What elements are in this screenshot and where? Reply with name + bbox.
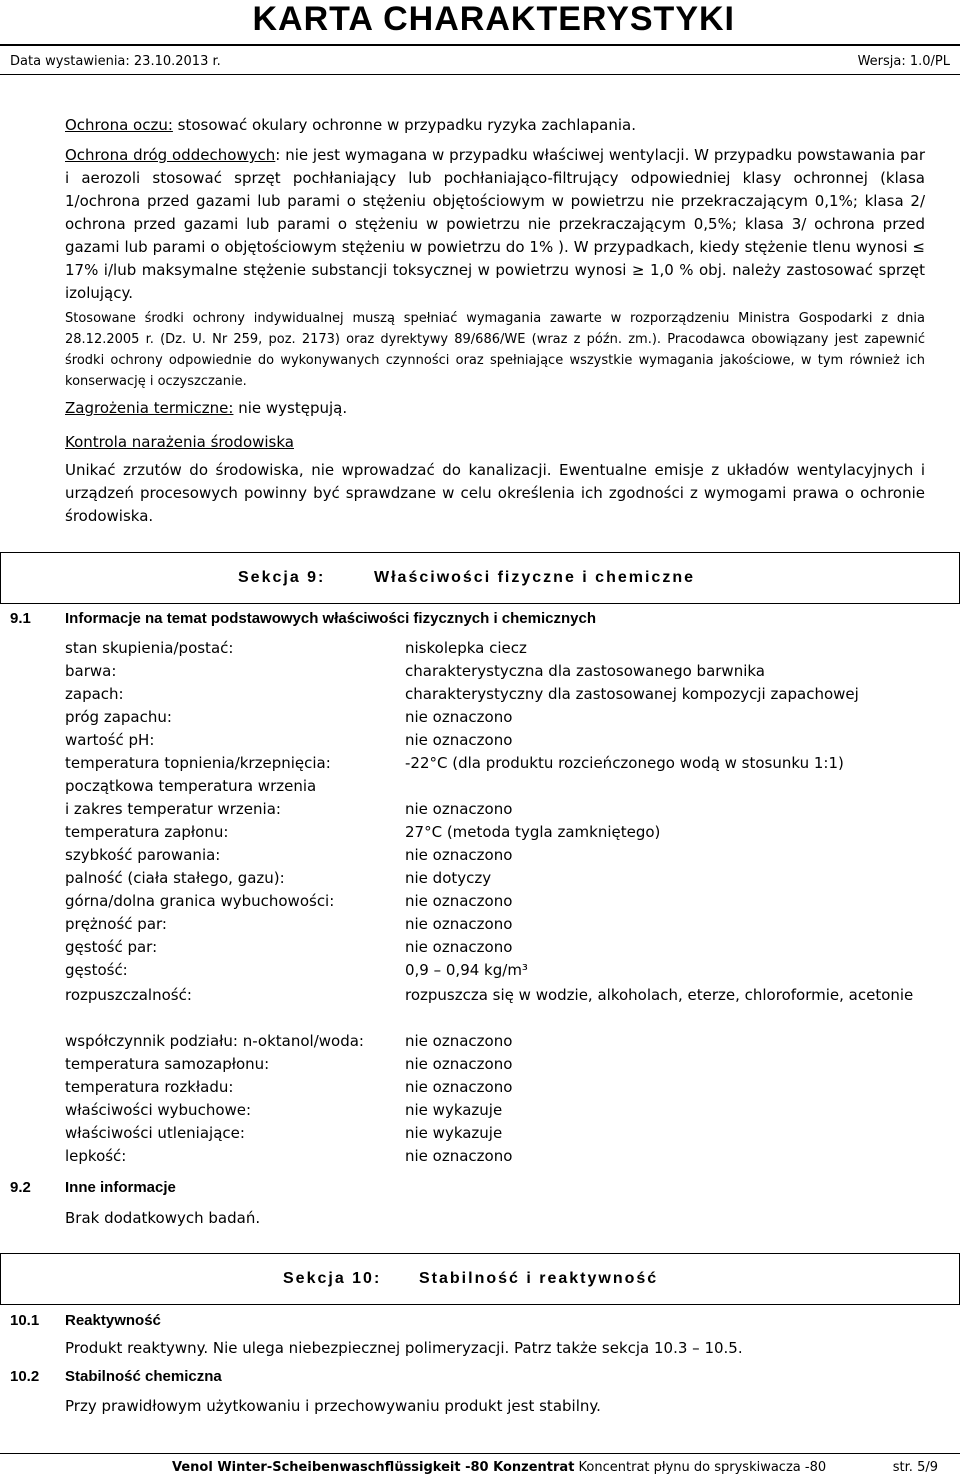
property-label: barwa: — [65, 662, 117, 680]
property-label: górna/dolna granica wybuchowości: — [65, 892, 335, 910]
property-label: wartość pH: — [65, 731, 155, 749]
thermal-hazards-label: Zagrożenia termiczne: — [65, 399, 234, 417]
version: Wersja: 1.0/PL — [857, 54, 950, 69]
property-label: prężność par: — [65, 915, 167, 933]
property-value: nie oznaczono — [405, 892, 513, 910]
property-label: współczynnik podziału: n-oktanol/woda: — [65, 1032, 364, 1050]
property-value: nie wykazuje — [405, 1101, 503, 1119]
property-value: 27°C (metoda tygla zamkniętego) — [405, 823, 661, 841]
page-number: str. 5/9 — [892, 1460, 938, 1475]
section-9-label: Sekcja 9: — [238, 569, 326, 586]
property-label: temperatura zapłonu: — [65, 823, 229, 841]
section-9-box — [0, 552, 960, 604]
property-label: szybkość parowania: — [65, 846, 221, 864]
property-label: próg zapachu: — [65, 708, 172, 726]
property-value: nie oznaczono — [405, 731, 513, 749]
header-divider-2 — [0, 74, 960, 75]
property-label: zapach: — [65, 685, 124, 703]
property-value: nie dotyczy — [405, 869, 492, 887]
property-value: nie oznaczono — [405, 915, 513, 933]
thermal-hazards — [65, 397, 925, 420]
subsection-10-1-text: Produkt reaktywny. Nie ulega niebezpiecznej polimeryzacji. Patrz także sekcja 10.3 – 10.5. — [65, 1339, 743, 1357]
header-divider — [0, 44, 960, 46]
section-10-box — [0, 1253, 960, 1305]
property-value: 0,9 – 0,94 kg/m³ — [405, 961, 528, 979]
property-value: rozpuszcza się w wodzie, alkoholach, eterze, chloroformie, acetonie — [405, 986, 914, 1004]
property-value: nie wykazuje — [405, 1124, 503, 1142]
subsection-9-2-number: 9.2 — [10, 1179, 31, 1196]
subsection-9-1-title: Informacje na temat podstawowych właściwości fizycznych i chemicznych — [65, 610, 596, 627]
property-label: i zakres temperatur wrzenia: — [65, 800, 281, 818]
property-value: nie oznaczono — [405, 1078, 513, 1096]
property-value: nie oznaczono — [405, 846, 513, 864]
property-value: nie oznaczono — [405, 1032, 513, 1050]
property-value: nie oznaczono — [405, 938, 513, 956]
property-value: nie oznaczono — [405, 800, 513, 818]
respiratory-protection — [65, 144, 925, 305]
subsection-10-1-number: 10.1 — [10, 1312, 40, 1329]
property-label: rozpuszczalność: — [65, 986, 192, 1004]
property-value: nie oznaczono — [405, 1055, 513, 1073]
property-value: nie oznaczono — [405, 1147, 513, 1165]
respiratory-protection-label: Ochrona dróg oddechowych — [65, 146, 276, 164]
property-value: charakterystyczna dla zastosowanego barwnika — [405, 662, 765, 680]
footer-product — [172, 1460, 826, 1475]
property-label: właściwości utleniające: — [65, 1124, 245, 1142]
footer-product-desc: Koncentrat płynu do spryskiwacza -80 — [574, 1460, 827, 1475]
property-label: temperatura samozapłonu: — [65, 1055, 270, 1073]
property-value: charakterystyczny dla zastosowanej kompozycji zapachowej — [405, 685, 859, 703]
subsection-10-2-text: Przy prawidłowym użytkowaniu i przechowywaniu produkt jest stabilny. — [65, 1397, 601, 1415]
property-value: -22°C (dla produktu rozcieńczonego wodą w stosunku 1:1) — [405, 754, 844, 772]
respiratory-protection-text: : nie jest wymagana w przypadku właściwej wentylacji. W przypadku powstawania par i aerozoli stosować sprzęt pochłaniający lub pochłaniająco-filtrujący odpowiedniej klasy ochronnej (klasa 1/ochrona przed gazami lub parami o stężeniu objętościowym w powietrzu nie przekraczającym 0,1%; klasa 2/ ochrona przed gazami lub parami o stężeniu w powietrzu nie przekraczającym 0,5%; klasa 3/ ochrona przed gazami lub parami o objętościowym stężeniu w powietrzu do 1% ). W przypadkach, kiedy stężenie tlenu wynosi ≤ 17% i/lub maksymalne stężenie substancji toksycznej w powietrzu wynosi ≥ 1,0 % obj. należy zastosować sprzęt izolujący. — [65, 146, 925, 302]
subsection-9-1-number: 9.1 — [10, 610, 31, 627]
thermal-hazards-text: nie występują. — [233, 399, 348, 417]
subsection-10-2-title: Stabilność chemiczna — [65, 1368, 222, 1385]
property-label: temperatura topnienia/krzepnięcia: — [65, 754, 331, 772]
subsection-10-1-title: Reaktywność — [65, 1312, 161, 1329]
environment-text: Unikać zrzutów do środowiska, nie wprowadzać do kanalizacji. Ewentualne emisje z układów wentylacyjnych i urządzeń procesowych powinny być sprawdzane w celu określenia ich zgodności z wymogami prawa o ochronie środowiska. — [65, 461, 925, 525]
section-9-title: Właściwości fizyczne i chemiczne — [374, 569, 695, 586]
subsection-10-2-number: 10.2 — [10, 1368, 40, 1385]
document-title: KARTA CHARAKTERYSTYKI — [252, 0, 735, 38]
property-label: lepkość: — [65, 1147, 127, 1165]
property-value: niskolepka ciecz — [405, 639, 527, 657]
property-label: stan skupienia/postać: — [65, 639, 234, 657]
section-10-label: Sekcja 10: — [283, 1270, 382, 1287]
regulation-paragraph: Stosowane środki ochrony indywidualnej muszą spełniać wymagania zawarte w rozporządzeniu Ministra Gospodarki z dnia 28.12.2005 r. (Dz. U. Nr 259, poz. 2173) oraz dyrektywy 89/686/WE (wraz z późn. zm.). Pracodawca obowiązany jest zapewnić środki ochrony odpowiednie do wykonywanych czynności oraz spełniające wszystkie wymagania jakościowe, w tym również ich konserwację i oczyszczanie. — [65, 311, 925, 389]
environment-heading: Kontrola narażenia środowiska — [65, 433, 294, 451]
property-label: gęstość: — [65, 961, 128, 979]
section-10-title: Stabilność i reaktywność — [419, 1270, 659, 1287]
property-label: palność (ciała stałego, gazu): — [65, 869, 285, 887]
eye-protection-label: Ochrona oczu: — [65, 116, 173, 134]
eye-protection-text: stosować okulary ochronne w przypadku ryzyka zachlapania. — [172, 116, 636, 134]
property-label: początkowa temperatura wrzenia — [65, 777, 317, 795]
footer-divider — [0, 1453, 960, 1454]
property-label: gęstość par: — [65, 938, 158, 956]
property-value: nie oznaczono — [405, 708, 513, 726]
eye-protection — [65, 114, 925, 137]
property-label: właściwości wybuchowe: — [65, 1101, 252, 1119]
issue-date: Data wystawienia: 23.10.2013 r. — [10, 54, 221, 69]
property-label: temperatura rozkładu: — [65, 1078, 234, 1096]
footer-product-name: Venol Winter-Scheibenwaschflüssigkeit -80 Konzentrat — [172, 1460, 575, 1475]
subsection-9-2-text: Brak dodatkowych badań. — [65, 1209, 261, 1227]
subsection-9-2-title: Inne informacje — [65, 1179, 176, 1196]
